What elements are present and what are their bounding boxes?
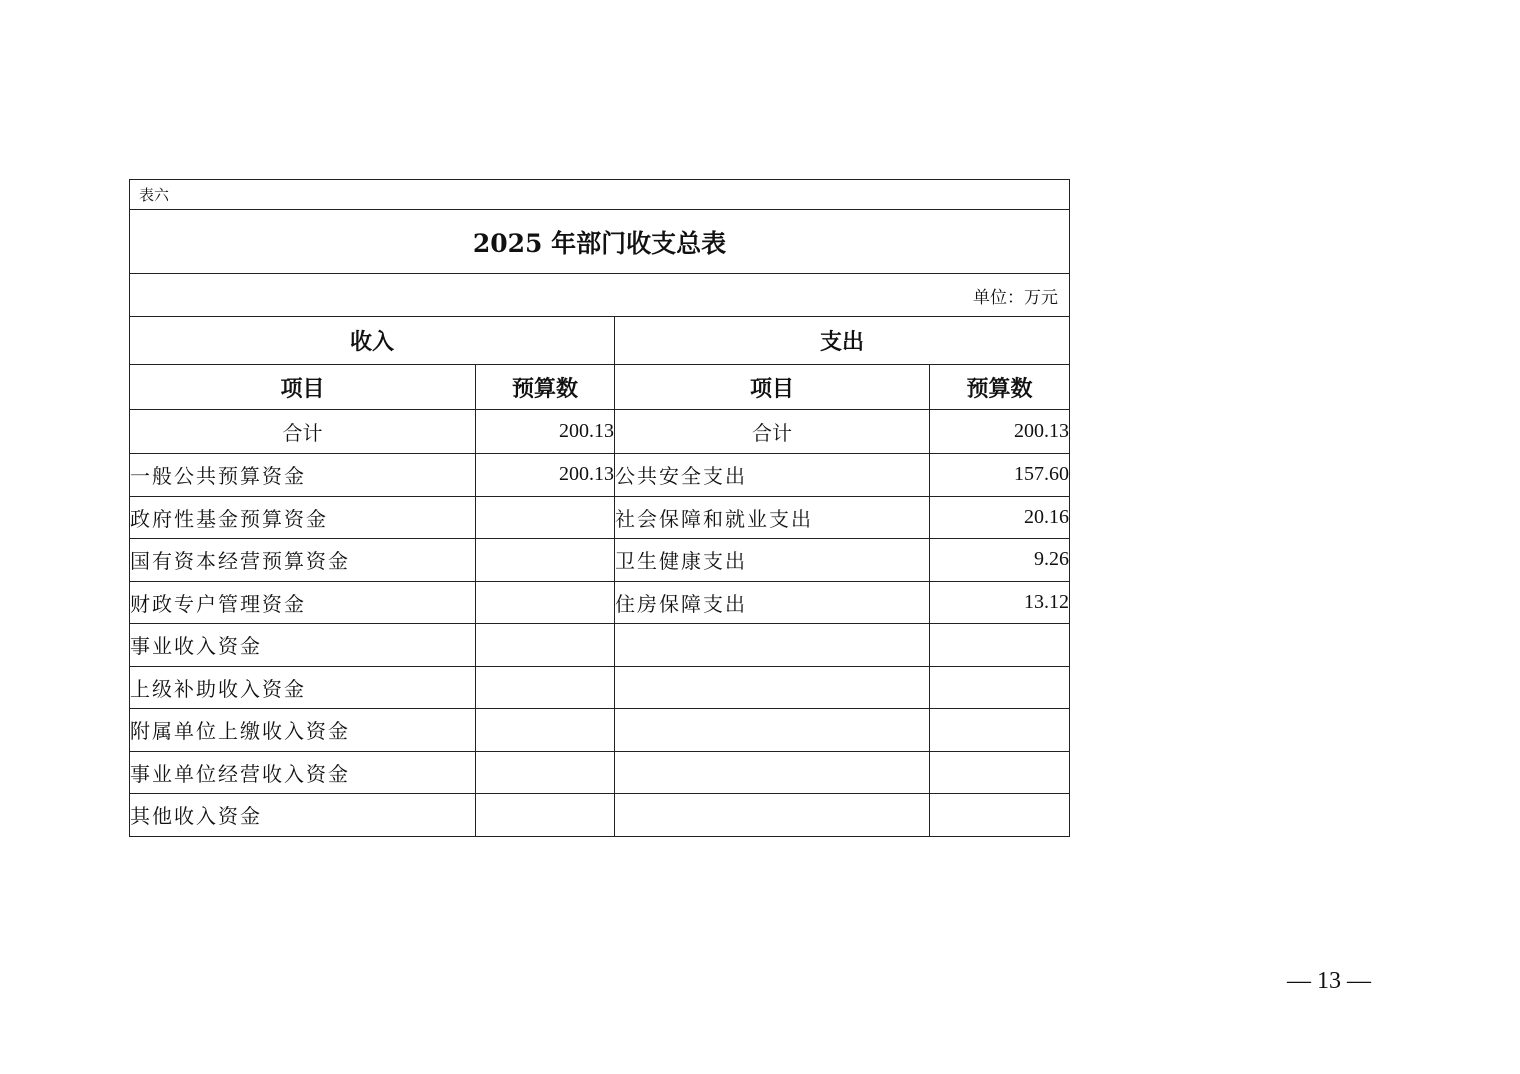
expense-total-label: 合计 [615, 410, 930, 454]
table-row [130, 751, 1070, 794]
table-row [130, 539, 1070, 582]
unit-label: 单位：万元 [130, 274, 1070, 317]
table-row [130, 496, 1070, 539]
income-item: 其他收入资金 [130, 794, 476, 837]
expense-value [930, 666, 1070, 709]
income-item: 财政专户管理资金 [130, 581, 476, 624]
income-value [476, 624, 615, 667]
expense-item: 卫生健康支出 [615, 539, 930, 582]
expense-value [930, 794, 1070, 837]
income-value [476, 751, 615, 794]
section-header-row [130, 317, 1070, 365]
expense-value [930, 624, 1070, 667]
table-row [130, 709, 1070, 752]
expense-item: 住房保障支出 [615, 581, 930, 624]
expense-budget-header: 预算数 [930, 365, 1070, 410]
expense-item [615, 709, 930, 752]
income-total-value: 200.13 [476, 410, 615, 454]
total-row [130, 410, 1070, 454]
income-value [476, 709, 615, 752]
expense-item [615, 666, 930, 709]
income-item: 一般公共预算资金 [130, 454, 476, 497]
expense-value: 20.16 [930, 496, 1070, 539]
income-value [476, 581, 615, 624]
expense-value: 9.26 [930, 539, 1070, 582]
income-item: 事业收入资金 [130, 624, 476, 667]
expense-value [930, 709, 1070, 752]
budget-summary-table [129, 179, 1070, 837]
income-value [476, 496, 615, 539]
table-row [130, 581, 1070, 624]
expense-item-header: 项目 [615, 365, 930, 410]
expense-item [615, 794, 930, 837]
expense-value: 157.60 [930, 454, 1070, 497]
income-value [476, 666, 615, 709]
title-row [130, 210, 1070, 274]
table-tag-row [130, 180, 1070, 210]
expense-total-value: 200.13 [930, 410, 1070, 454]
income-total-label: 合计 [130, 410, 476, 454]
expense-item: 公共安全支出 [615, 454, 930, 497]
table-row [130, 666, 1070, 709]
expense-item [615, 624, 930, 667]
expense-section-header: 支出 [615, 317, 1070, 365]
income-value [476, 539, 615, 582]
income-item-header: 项目 [130, 365, 476, 410]
unit-row [130, 274, 1070, 317]
income-item: 上级补助收入资金 [130, 666, 476, 709]
income-budget-header: 预算数 [476, 365, 615, 410]
income-item: 国有资本经营预算资金 [130, 539, 476, 582]
table-tag: 表六 [130, 180, 1070, 210]
page-number: — 13 — [1287, 968, 1371, 994]
column-header-row [130, 365, 1070, 410]
expense-item [615, 751, 930, 794]
income-value [476, 794, 615, 837]
table-row [130, 794, 1070, 837]
income-item: 事业单位经营收入资金 [130, 751, 476, 794]
income-item: 政府性基金预算资金 [130, 496, 476, 539]
expense-value: 13.12 [930, 581, 1070, 624]
income-value: 200.13 [476, 454, 615, 497]
table-title: 2025 年部门收支总表 [130, 210, 1070, 274]
table-row [130, 454, 1070, 497]
expense-value [930, 751, 1070, 794]
expense-item: 社会保障和就业支出 [615, 496, 930, 539]
income-item: 附属单位上缴收入资金 [130, 709, 476, 752]
table-row [130, 624, 1070, 667]
income-section-header: 收入 [130, 317, 615, 365]
